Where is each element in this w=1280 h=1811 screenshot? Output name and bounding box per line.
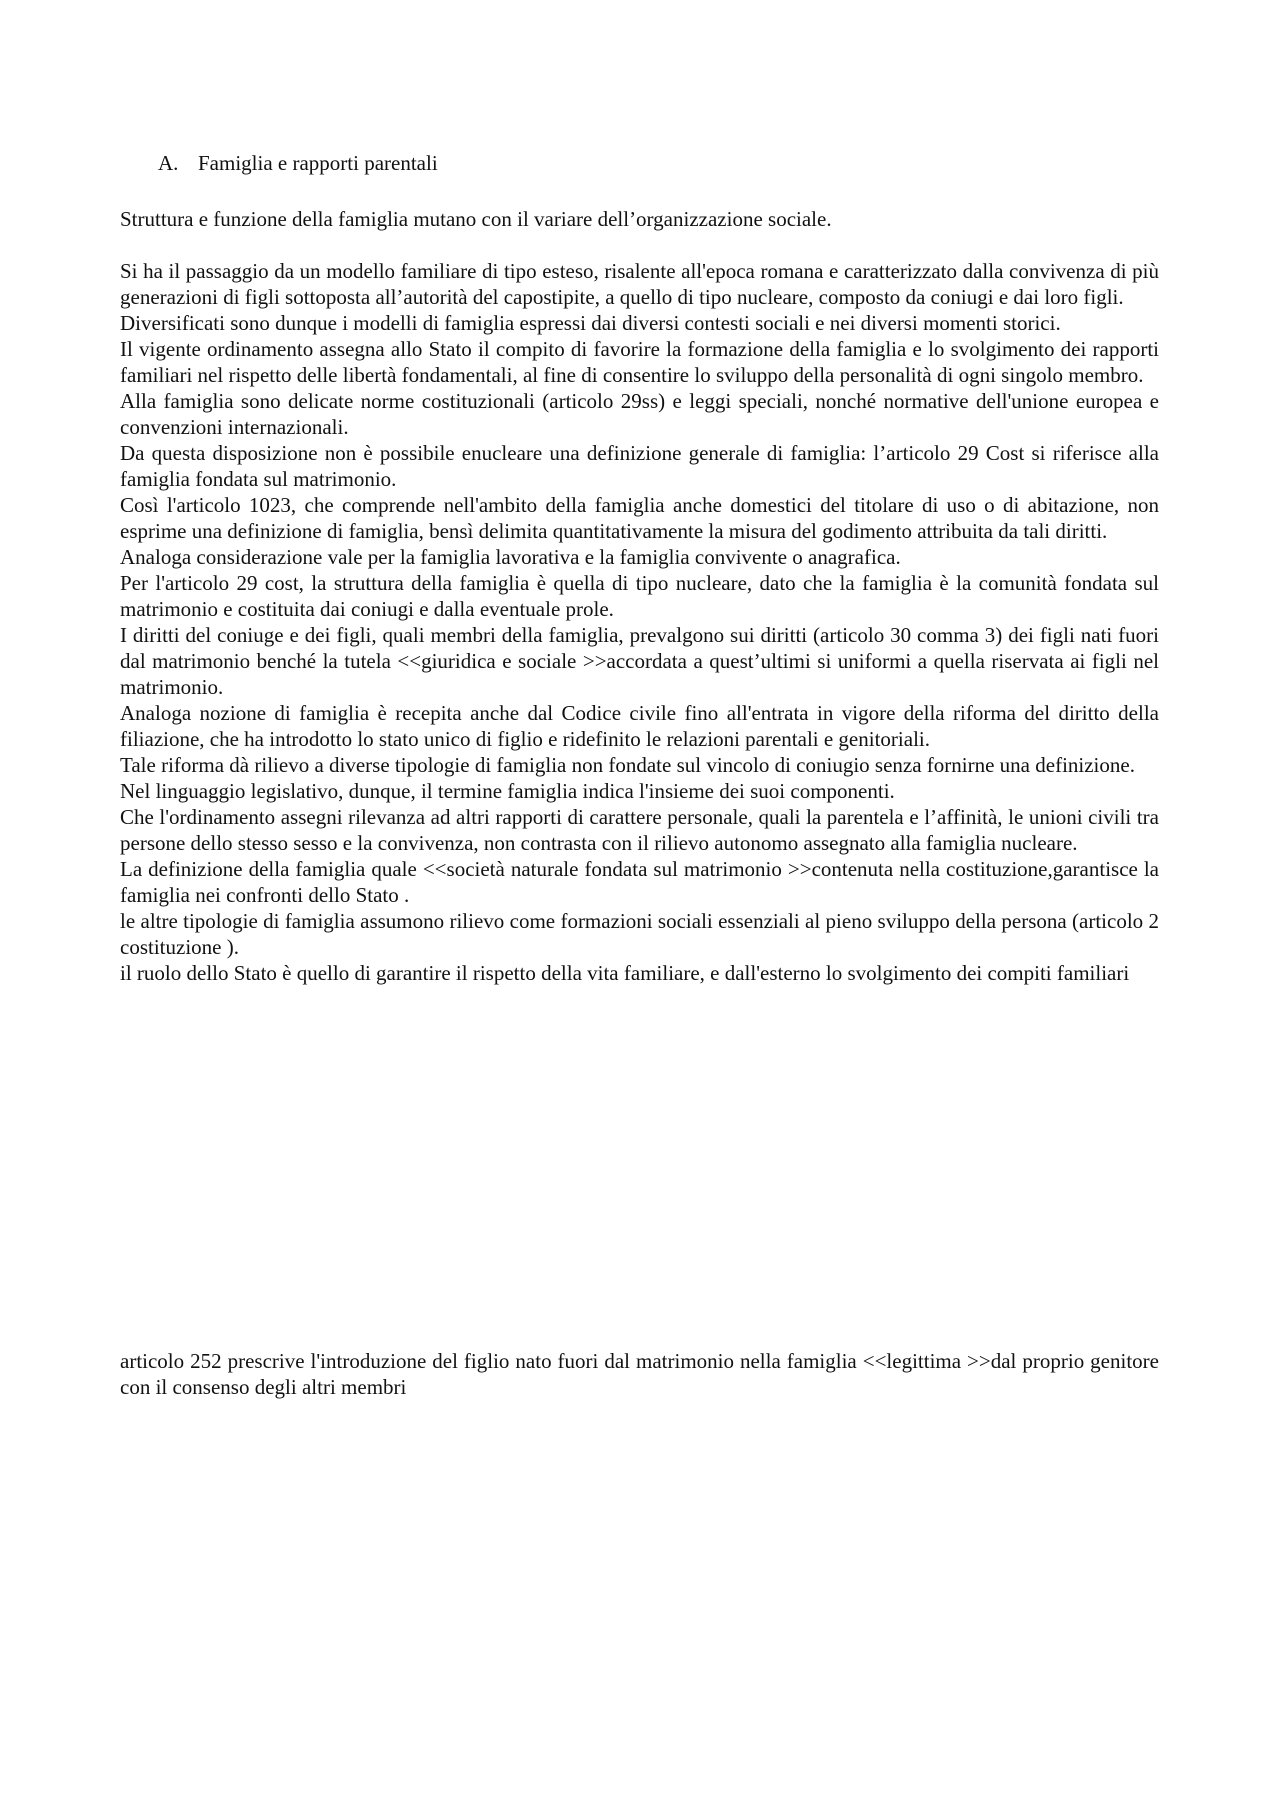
paragraph-9: I diritti del coniuge e dei figli, quali membri della famiglia, prevalgono sui diritti (articolo 30 comma 3) dei figli nati fuori dal matrimonio benché la tutela <<giuridica e sociale >>accordata a quest’ultimi si uniformi a quella riservata ai figli nel matrimonio. [120, 623, 1159, 699]
paragraph-6: Così l'articolo 1023, che comprende nell'ambito della famiglia anche domestici del titolare di uso o di abitazione, non esprime una definizione di famiglia, bensì delimita quantitativamente la misura del godimento attribuita da tali diritti. [120, 493, 1159, 543]
paragraph-14: La definizione della famiglia quale <<società naturale fondata sul matrimonio >>contenuta nella costituzione,garantisce la famiglia nei confronti dello Stato . [120, 857, 1159, 907]
paragraph-13: Che l'ordinamento assegni rilevanza ad altri rapporti di carattere personale, quali la parentela e l’affinità, le unioni civili tra persone dello stesso sesso e la convivenza, non contrasta con il rilievo autonomo assegnato alla famiglia nucleare. [120, 805, 1159, 855]
paragraph-2: Diversificati sono dunque i modelli di famiglia espressi dai diversi contesti sociali e nei diversi momenti storici. [120, 311, 1061, 335]
tail-paragraph: articolo 252 prescrive l'introduzione del figlio nato fuori dal matrimonio nella famiglia <<legittima >>dal proprio genitore con il consenso degli altri membri [120, 1349, 1159, 1399]
paragraph-10: Analoga nozione di famiglia è recepita anche dal Codice civile fino all'entrata in vigore della riforma del diritto della filiazione, che ha introdotto lo stato unico di figlio e ridefinito le relazioni parentali e genitoriali. [120, 701, 1159, 751]
intro-block [120, 206, 1159, 232]
section-heading [158, 150, 438, 176]
paragraph-15: le altre tipologie di famiglia assumono rilievo come formazioni sociali essenziali al pieno sviluppo della persona (articolo 2 costituzione ). [120, 909, 1159, 959]
list-marker: A. [158, 151, 179, 175]
paragraph-8: Per l'articolo 29 cost, la struttura della famiglia è quella di tipo nucleare, dato che la famiglia è la comunità fondata sul matrimonio e costituita dai coniugi e dalla eventuale prole. [120, 571, 1159, 621]
paragraph-7: Analoga considerazione vale per la famiglia lavorativa e la famiglia convivente o anagrafica. [120, 545, 901, 569]
paragraph-3: Il vigente ordinamento assegna allo Stato il compito di favorire la formazione della famiglia e lo svolgimento dei rapporti familiari nel rispetto delle libertà fondamentali, al fine di consentire lo sviluppo della personalità di ogni singolo membro. [120, 337, 1159, 387]
paragraph-12: Nel linguaggio legislativo, dunque, il termine famiglia indica l'insieme dei suoi componenti. [120, 779, 895, 803]
main-text-block [120, 258, 1159, 986]
paragraph-16: il ruolo dello Stato è quello di garantire il rispetto della vita familiare, e dall'esterno lo svolgimento dei compiti familiari [120, 961, 1130, 985]
paragraph-1: Si ha il passaggio da un modello familiare di tipo esteso, risalente all'epoca romana e caratterizzato dalla convivenza di più generazioni di figli sottoposta all’autorità del capostipite, a quello di tipo nucleare, composto da coniugi e dai loro figli. [120, 259, 1159, 309]
heading-text: Famiglia e rapporti parentali [198, 151, 438, 175]
intro-paragraph: Struttura e funzione della famiglia mutano con il variare dell’organizzazione sociale. [120, 207, 832, 231]
paragraph-5: Da questa disposizione non è possibile enucleare una definizione generale di famiglia: l’articolo 29 Cost si riferisce alla famiglia fondata sul matrimonio. [120, 441, 1159, 491]
paragraph-11: Tale riforma dà rilievo a diverse tipologie di famiglia non fondate sul vincolo di coniugio senza fornirne una definizione. [120, 753, 1135, 777]
paragraph-4: Alla famiglia sono delicate norme costituzionali (articolo 29ss) e leggi speciali, nonché normative dell'unione europea e convenzioni internazionali. [120, 389, 1159, 439]
tail-block [120, 1348, 1159, 1400]
